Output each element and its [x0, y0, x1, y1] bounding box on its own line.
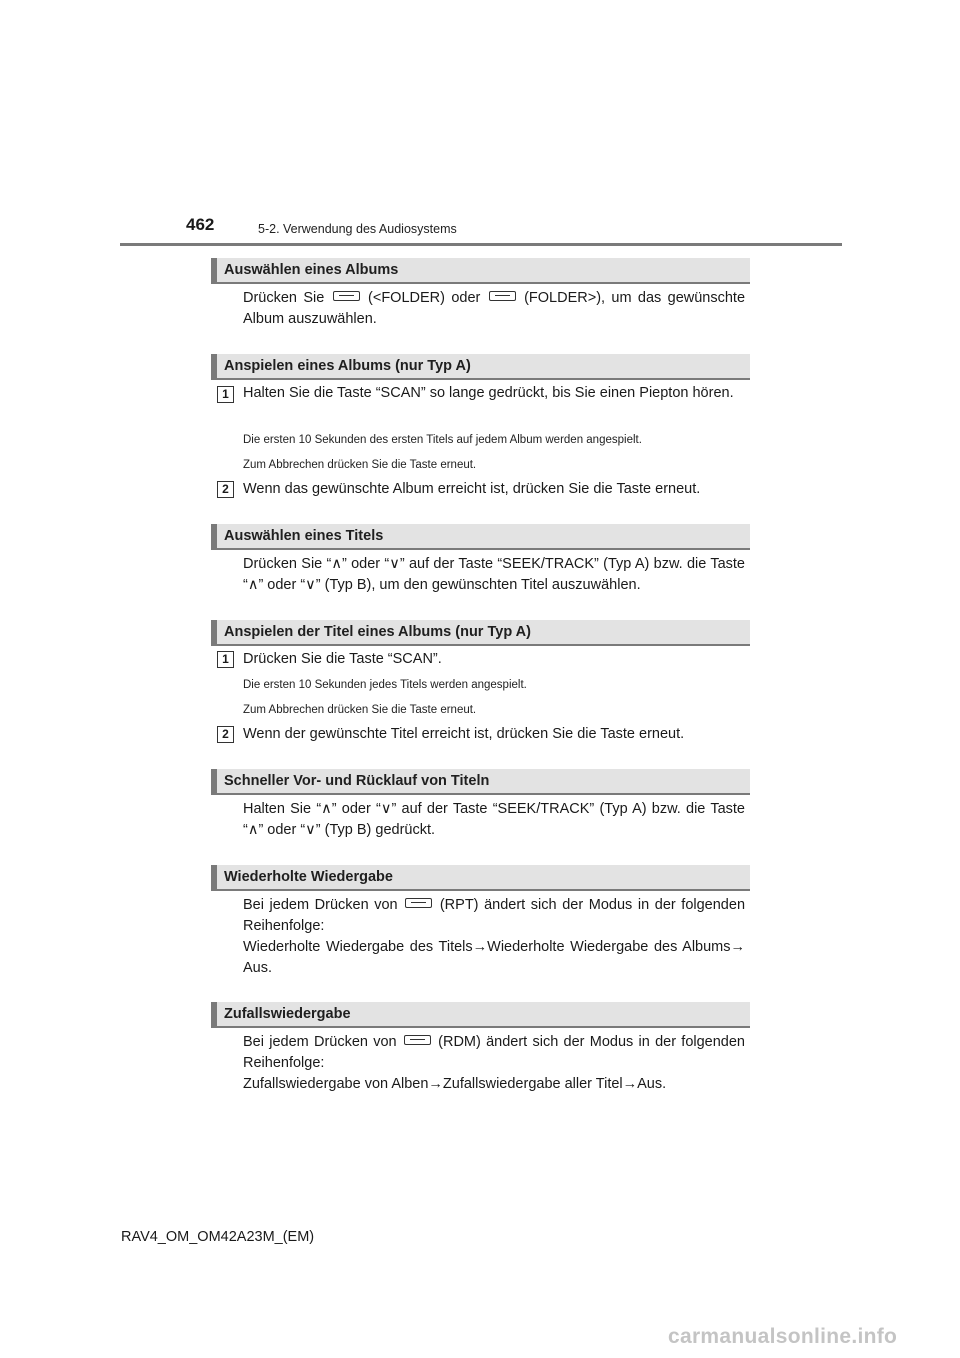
watermark: carmanualsonline.info	[668, 1325, 898, 1348]
paragraph-select-track: Drücken Sie “∧” oder “∨” auf der Taste “SEEK/TRACK” (Typ A) bzw. die Taste “∧” oder “∨” (Typ B), um den gewünschten Titel auszuwählen.	[243, 556, 745, 593]
folder-down-button-icon	[333, 291, 360, 301]
paragraph-repeat	[243, 895, 745, 979]
step-text: Drücken Sie die Taste “SCAN”.	[243, 651, 442, 667]
note-text: Zum Abbrechen drücken Sie die Taste erneut.	[243, 704, 477, 716]
rpt-button-icon	[405, 898, 432, 908]
heading-bar	[211, 524, 217, 548]
paragraph-text: (FOLDER>), um das gewünschte Album auszuwählen.	[243, 290, 746, 327]
step-text: Wenn das gewünschte Album erreicht ist, drücken Sie die Taste erneut.	[243, 481, 701, 497]
section-title: Auswählen eines Titels	[224, 528, 384, 544]
paragraph-text: Bei jedem Drücken von	[243, 1034, 397, 1050]
paragraph-text: (<FOLDER) oder	[368, 290, 481, 306]
folder-up-button-icon	[489, 291, 516, 301]
paragraph-text: Zufallswiedergabe von Alben→Zufallswiedergabe aller Titel→Aus.	[243, 1076, 667, 1092]
note-text: Die ersten 10 Sekunden des ersten Titels auf jedem Album werden angespielt.	[243, 434, 642, 446]
header-rule	[120, 243, 842, 246]
step-text: Wenn der gewünschte Titel erreicht ist, drücken Sie die Taste erneut.	[243, 726, 685, 742]
paragraph-text: (RPT) ändert sich der Modus in der folgenden Reihenfolge:	[243, 897, 746, 934]
section-title: Anspielen der Titel eines Albums (nur Typ A)	[224, 624, 531, 640]
rdm-button-icon	[404, 1035, 431, 1045]
step-number: 1	[217, 651, 234, 668]
chapter-title: 5-2. Verwendung des Audiosystems	[258, 222, 457, 236]
note-text: Zum Abbrechen drücken Sie die Taste erneut.	[243, 459, 477, 471]
page-number: 462	[186, 215, 215, 234]
section-heading-repeat	[211, 865, 750, 891]
heading-bar	[211, 354, 217, 378]
footer-model-code: RAV4_OM_OM42A23M_(EM)	[121, 1229, 315, 1245]
section-heading-select-album	[211, 258, 750, 284]
step-text: Halten Sie die Taste “SCAN” so lange gedrückt, bis Sie einen Piepton hören.	[243, 385, 734, 401]
section-heading-scan-album	[211, 354, 750, 380]
section-title: Zufallswiedergabe	[224, 1006, 351, 1022]
section-title: Anspielen eines Albums (nur Typ A)	[224, 358, 471, 374]
step-number: 2	[217, 726, 234, 743]
paragraph-text: Bei jedem Drücken von	[243, 897, 398, 913]
heading-bar	[211, 769, 217, 793]
section-heading-fast-forward	[211, 769, 750, 795]
paragraph-random	[243, 1032, 745, 1095]
paragraph-text: Drücken Sie	[243, 290, 325, 306]
heading-bar	[211, 620, 217, 644]
section-heading-select-track	[211, 524, 750, 550]
paragraph-fast-forward: Halten Sie “∧” oder “∨” auf der Taste “SEEK/TRACK” (Typ A) bzw. die Taste “∧” oder “∨” (Typ B) gedrückt.	[243, 801, 745, 838]
section-heading-random	[211, 1002, 750, 1028]
paragraph-select-album	[243, 288, 745, 330]
heading-bar	[211, 865, 217, 889]
step-number: 1	[217, 386, 234, 403]
paragraph-text: (RDM) ändert sich der Modus in der folgenden Reihenfolge:	[243, 1034, 745, 1071]
section-title: Schneller Vor- und Rücklauf von Titeln	[224, 773, 490, 789]
heading-bar	[211, 258, 217, 282]
section-heading-scan-tracks	[211, 620, 750, 646]
section-title: Auswählen eines Albums	[224, 262, 399, 278]
note-text: Die ersten 10 Sekunden jedes Titels werden angespielt.	[243, 679, 527, 691]
step-number: 2	[217, 481, 234, 498]
heading-bar	[211, 1002, 217, 1026]
section-title: Wiederholte Wiedergabe	[224, 869, 393, 885]
paragraph-text: Wiederholte Wiedergabe des Titels→Wiederholte Wiedergabe des Albums→ Aus.	[243, 939, 745, 976]
